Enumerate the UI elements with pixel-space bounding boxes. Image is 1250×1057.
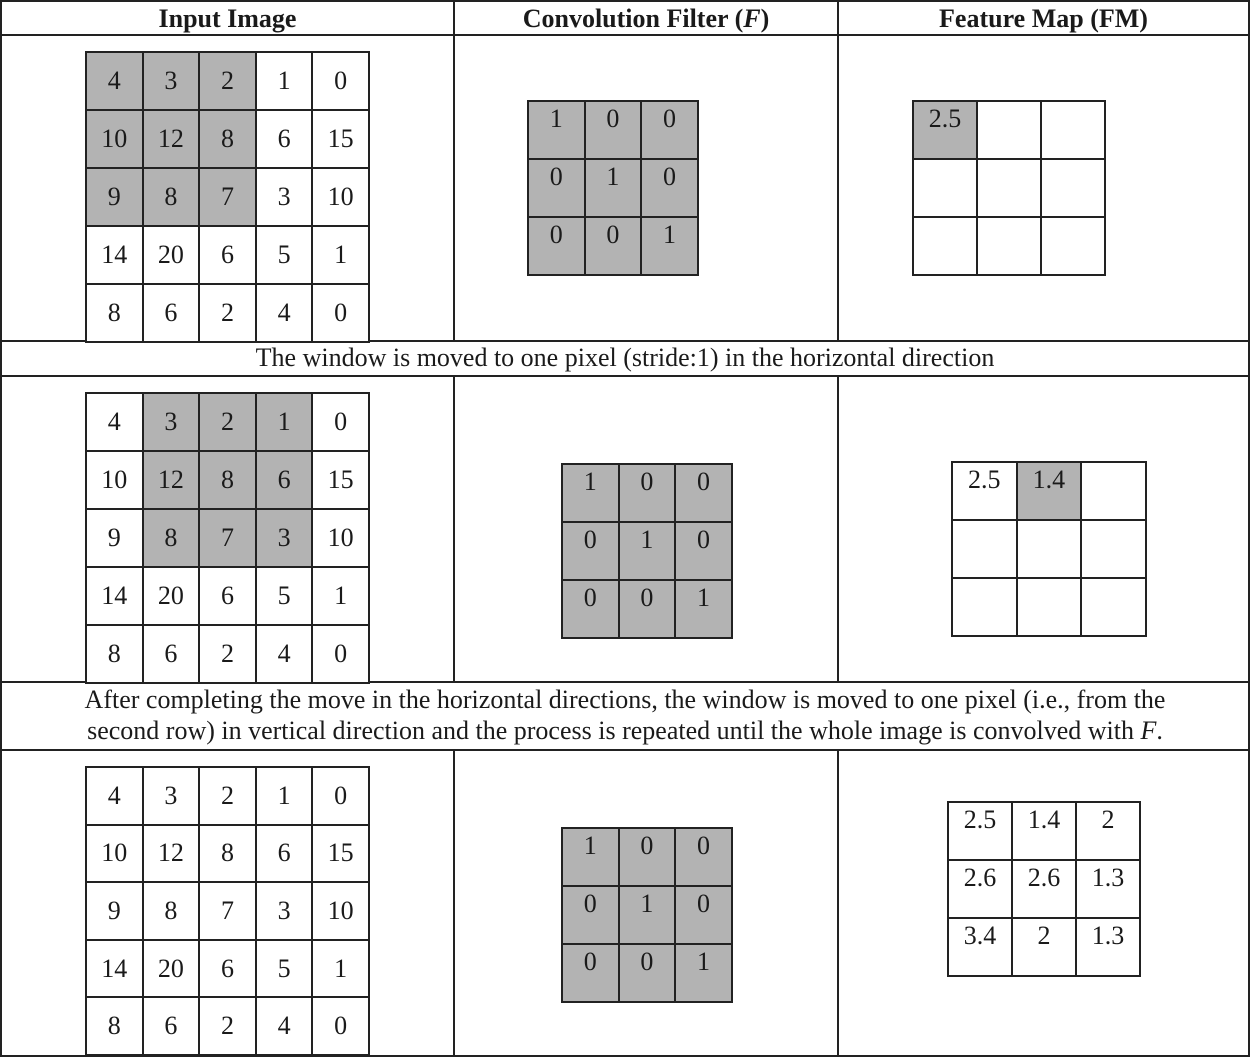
input-cell-r0-c0: 4	[87, 394, 144, 452]
input-cell-r1-c3: 6	[257, 826, 314, 884]
input-cell-r3-c0: 14	[87, 568, 144, 626]
column-divider-1	[453, 749, 455, 1057]
input-cell-r2-c0: 9	[87, 169, 144, 227]
column-divider-2	[837, 375, 839, 683]
input-cell-r3-c4: 1	[313, 568, 370, 626]
input-cell-r0-c1: 3	[144, 53, 201, 111]
input-image-grid-step2	[85, 392, 370, 684]
input-cell-r1-c0: 10	[87, 452, 144, 510]
input-cell-r4-c0: 8	[87, 998, 144, 1056]
input-cell-r1-c1: 12	[144, 826, 201, 884]
input-cell-r1-c4: 15	[313, 826, 370, 884]
filter-cell-r0-c2: 0	[642, 102, 699, 160]
table-border-left	[0, 0, 2, 1057]
filter-cell-r2-c2: 1	[642, 218, 699, 276]
input-cell-r1-c1: 12	[144, 452, 201, 510]
input-cell-r1-c3: 6	[257, 111, 314, 169]
input-cell-r3-c1: 20	[144, 227, 201, 285]
input-cell-r0-c3: 1	[257, 394, 314, 452]
filter-cell-r0-c0: 1	[563, 465, 620, 523]
filter-cell-r2-c2: 1	[676, 581, 733, 639]
input-cell-r2-c1: 8	[144, 169, 201, 227]
input-cell-r0-c0: 4	[87, 53, 144, 111]
input-cell-r0-c1: 3	[144, 768, 201, 826]
input-cell-r4-c0: 8	[87, 626, 144, 684]
input-cell-r4-c0: 8	[87, 285, 144, 343]
input-cell-r0-c3: 1	[257, 768, 314, 826]
fm-cell-r0-c0: 2.5	[949, 803, 1013, 861]
input-cell-r3-c3: 5	[257, 568, 314, 626]
fm-cell-r2-c0: 3.4	[949, 919, 1013, 977]
input-cell-r1-c0: 10	[87, 826, 144, 884]
filter-cell-r1-c0: 0	[563, 523, 620, 581]
input-cell-r0-c2: 2	[200, 53, 257, 111]
input-cell-r2-c2: 7	[200, 883, 257, 941]
input-cell-r0-c4: 0	[313, 394, 370, 452]
fm-cell-r1-c1	[978, 160, 1042, 218]
filter-cell-r2-c0: 0	[529, 218, 586, 276]
filter-cell-r2-c2: 1	[676, 945, 733, 1003]
caption1-divider	[0, 375, 1250, 377]
fm-cell-r1-c1: 2.6	[1013, 861, 1077, 919]
filter-cell-r0-c1: 0	[620, 465, 677, 523]
input-cell-r3-c2: 6	[200, 227, 257, 285]
input-cell-r2-c4: 10	[313, 883, 370, 941]
input-cell-r1-c2: 8	[200, 826, 257, 884]
input-cell-r4-c1: 6	[144, 998, 201, 1056]
input-image-grid-final	[85, 766, 370, 1056]
caption-vertical-stride: After completing the move in the horizontal directions, the window is moved to one pixel (i.e., from the second row) in vertical direction and the process is repeated until the whole image is convolved with F.	[84, 685, 1166, 745]
fm-cell-r0-c1	[978, 102, 1042, 160]
input-cell-r2-c0: 9	[87, 883, 144, 941]
input-cell-r0-c4: 0	[313, 53, 370, 111]
input-cell-r4-c3: 4	[257, 285, 314, 343]
input-cell-r2-c3: 3	[257, 169, 314, 227]
input-cell-r3-c3: 5	[257, 227, 314, 285]
filter-cell-r1-c2: 0	[642, 160, 699, 218]
input-cell-r3-c2: 6	[200, 941, 257, 999]
fm-cell-r2-c1	[978, 218, 1042, 276]
input-cell-r3-c0: 14	[87, 941, 144, 999]
input-cell-r4-c2: 2	[200, 285, 257, 343]
feature-map-grid-step2	[951, 461, 1147, 637]
caption-horizontal-stride: The window is moved to one pixel (stride:1) in the horizontal direction	[255, 343, 995, 372]
input-cell-r3-c3: 5	[257, 941, 314, 999]
fm-cell-r2-c1	[1018, 579, 1083, 637]
input-cell-r1-c4: 15	[313, 452, 370, 510]
input-cell-r3-c2: 6	[200, 568, 257, 626]
filter-cell-r0-c2: 0	[676, 829, 733, 887]
convolution-filter-grid-final	[561, 827, 733, 1003]
fm-cell-r0-c2	[1042, 102, 1106, 160]
filter-cell-r2-c0: 0	[563, 945, 620, 1003]
fm-cell-r2-c0	[914, 218, 978, 276]
filter-cell-r1-c0: 0	[529, 160, 586, 218]
filter-cell-r0-c1: 0	[586, 102, 643, 160]
filter-cell-r2-c1: 0	[586, 218, 643, 276]
filter-cell-r0-c1: 0	[620, 829, 677, 887]
filter-cell-r0-c0: 1	[529, 102, 586, 160]
input-cell-r2-c4: 10	[313, 169, 370, 227]
input-cell-r2-c3: 3	[257, 510, 314, 568]
fm-cell-r0-c1: 1.4	[1013, 803, 1077, 861]
input-cell-r4-c3: 4	[257, 998, 314, 1056]
input-cell-r0-c3: 1	[257, 53, 314, 111]
filter-cell-r1-c1: 1	[620, 523, 677, 581]
input-cell-r3-c1: 20	[144, 941, 201, 999]
input-cell-r3-c1: 20	[144, 568, 201, 626]
fm-cell-r1-c2	[1082, 521, 1147, 579]
filter-cell-r2-c1: 0	[620, 581, 677, 639]
input-cell-r4-c3: 4	[257, 626, 314, 684]
filter-cell-r1-c1: 1	[586, 160, 643, 218]
input-cell-r4-c1: 6	[144, 626, 201, 684]
filter-cell-r2-c1: 0	[620, 945, 677, 1003]
input-cell-r2-c3: 3	[257, 883, 314, 941]
fm-cell-r2-c2	[1082, 579, 1147, 637]
input-cell-r0-c4: 0	[313, 768, 370, 826]
filter-cell-r1-c0: 0	[563, 887, 620, 945]
column-divider-2	[837, 0, 839, 342]
fm-cell-r0-c0: 2.5	[914, 102, 978, 160]
fm-cell-r0-c0: 2.5	[953, 463, 1018, 521]
fm-cell-r2-c1: 2	[1013, 919, 1077, 977]
fm-cell-r1-c0	[953, 521, 1018, 579]
input-cell-r2-c2: 7	[200, 169, 257, 227]
input-cell-r4-c1: 6	[144, 285, 201, 343]
filter-cell-r1-c2: 0	[676, 887, 733, 945]
filter-cell-r2-c0: 0	[563, 581, 620, 639]
input-cell-r3-c4: 1	[313, 227, 370, 285]
input-image-grid-step1	[85, 51, 370, 343]
input-cell-r2-c1: 8	[144, 883, 201, 941]
fm-cell-r0-c2	[1082, 463, 1147, 521]
input-cell-r1-c3: 6	[257, 452, 314, 510]
fm-cell-r1-c2	[1042, 160, 1106, 218]
input-cell-r4-c2: 2	[200, 998, 257, 1056]
fm-cell-r2-c2: 1.3	[1077, 919, 1141, 977]
convolution-filter-grid-step1	[527, 100, 699, 276]
convolution-filter-grid-step2	[561, 463, 733, 639]
input-cell-r4-c4: 0	[313, 626, 370, 684]
caption2-divider	[0, 749, 1250, 751]
filter-cell-r1-c2: 0	[676, 523, 733, 581]
input-cell-r1-c2: 8	[200, 452, 257, 510]
input-cell-r1-c1: 12	[144, 111, 201, 169]
fm-cell-r2-c2	[1042, 218, 1106, 276]
input-cell-r2-c4: 10	[313, 510, 370, 568]
filter-cell-r0-c2: 0	[676, 465, 733, 523]
filter-cell-r1-c1: 1	[620, 887, 677, 945]
input-cell-r0-c2: 2	[200, 768, 257, 826]
input-cell-r1-c0: 10	[87, 111, 144, 169]
input-cell-r0-c0: 4	[87, 768, 144, 826]
fm-cell-r2-c0	[953, 579, 1018, 637]
input-cell-r4-c4: 0	[313, 998, 370, 1056]
input-cell-r1-c4: 15	[313, 111, 370, 169]
fm-cell-r0-c2: 2	[1077, 803, 1141, 861]
header-convolution-filter: Convolution Filter ( F )	[522, 3, 770, 33]
input-cell-r0-c2: 2	[200, 394, 257, 452]
feature-map-grid-step1	[912, 100, 1106, 276]
input-cell-r2-c0: 9	[87, 510, 144, 568]
input-cell-r3-c0: 14	[87, 227, 144, 285]
fm-cell-r1-c1	[1018, 521, 1083, 579]
input-cell-r0-c1: 3	[144, 394, 201, 452]
feature-map-grid-final	[947, 801, 1141, 977]
input-cell-r4-c4: 0	[313, 285, 370, 343]
fm-cell-r1-c2: 1.3	[1077, 861, 1141, 919]
fm-cell-r1-c0	[914, 160, 978, 218]
input-cell-r2-c1: 8	[144, 510, 201, 568]
input-cell-r3-c4: 1	[313, 941, 370, 999]
filter-cell-r0-c0: 1	[563, 829, 620, 887]
column-divider-1	[453, 375, 455, 683]
input-cell-r2-c2: 7	[200, 510, 257, 568]
header-input-image: Input Image	[158, 3, 297, 33]
input-cell-r4-c2: 2	[200, 626, 257, 684]
fm-cell-r1-c0: 2.6	[949, 861, 1013, 919]
column-divider-1	[453, 0, 455, 342]
input-cell-r1-c2: 8	[200, 111, 257, 169]
header-feature-map: Feature Map (FM)	[939, 3, 1148, 33]
fm-cell-r0-c1: 1.4	[1018, 463, 1083, 521]
column-divider-2	[837, 749, 839, 1057]
